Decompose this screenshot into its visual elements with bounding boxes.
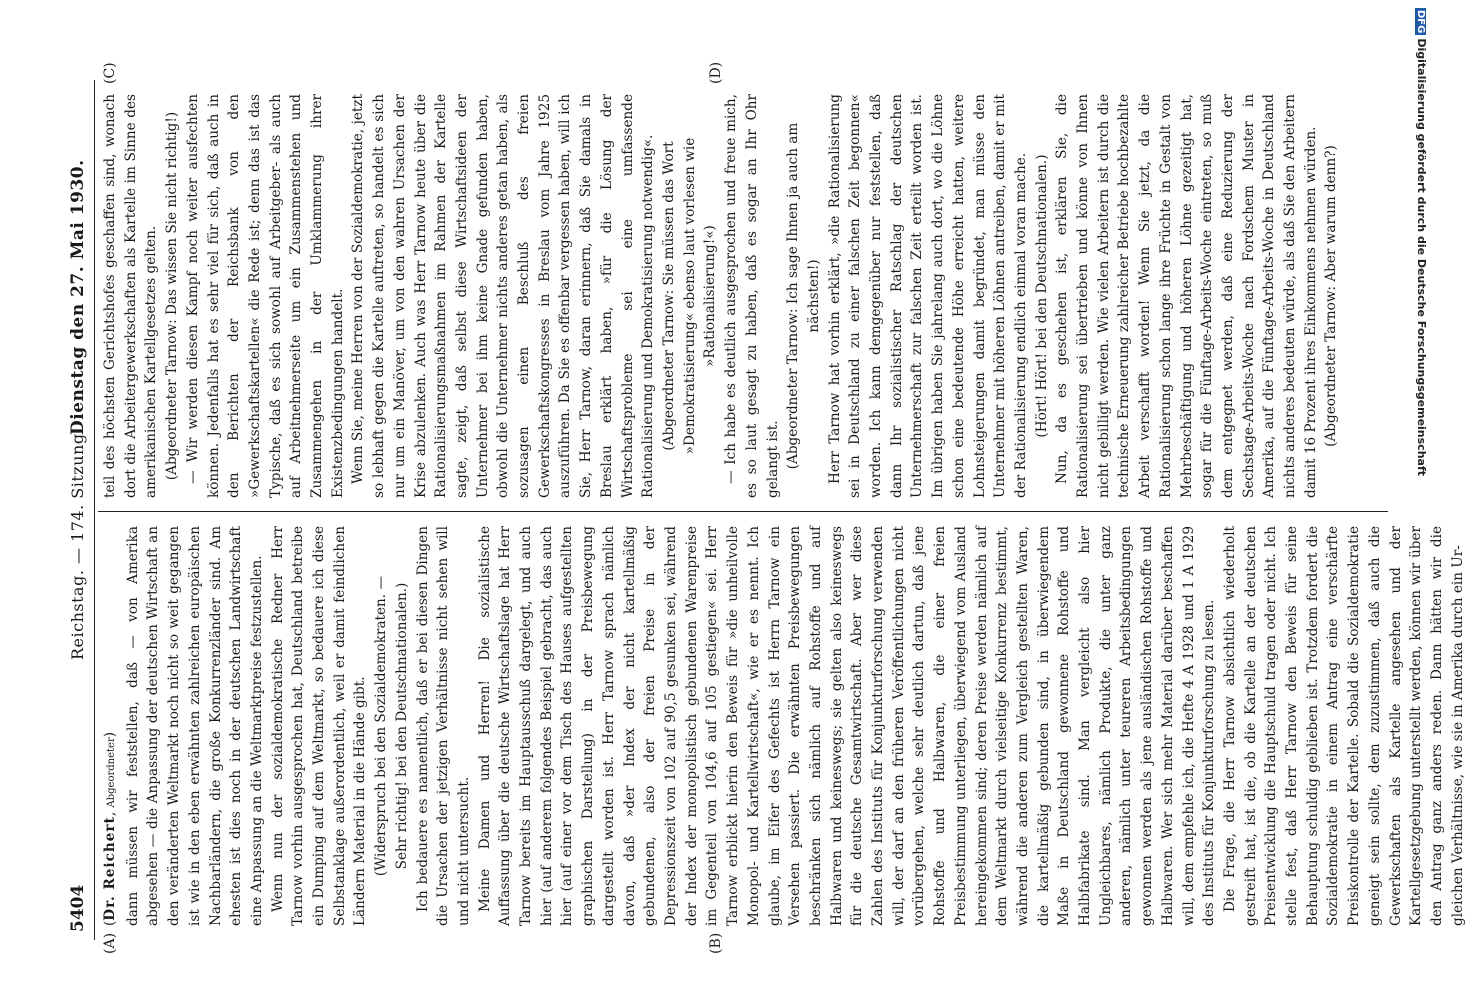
- paragraph: — Ich habe es deutlich ausgesprochen und freue mich, es so laut gesagt zu haben, daß es sogar an Ihr Ohr gelangt ist.: [723, 94, 781, 498]
- paragraph: Nun, da es geschehen ist, erklären Sie, die Rationalisierung sei übertrieben und könne von Ihnen nicht gebilligt werden. Wie vielen Arbeitern ist durch die technische Erneuerung zahlreicher Betriebe hochbezahlte Arbeit verschafft worden! Wenn Sie jetzt, da die Rationalisierung schon lange ihre Früchte in Gestalt von Mehrbeschäftigung und höheren Löhne gezeitigt hat, sogar für die Fünftage-Arbeits-Woche eintreten, so muß dem entgegnet werden, daß eine Reduzierung der Sechstage-Arbeits-Woche nach Fordschem Muster in Amerika, auf die Fünftage-Arbeits-Woche in Deutschland nichts anderes bedeuten würde, als daß Sie den Arbeitern damit 16 Prozent ihres Einkommens nehmen würden.: [1054, 94, 1319, 498]
- interjection: (Hört! Hört! bei den Deutschnationalen.): [1033, 154, 1050, 438]
- column-divider: [98, 511, 1388, 512]
- margin-mark-a: (A): [102, 932, 118, 954]
- paragraph: Wenn Sie, meine Herren von der Sozialdemokratie, jetzt so lebhaft gegen die Kartelle auftreten, so handelt es sich nur um ein Manöver, um von den wahren Ursachen der Krise abzulenken. Auch was Herr Tarnow heute über die Rationalisierungsmaßnahmen im Rahmen der Kartelle sagte, zeigt, daß selbst diese Wirtschaftsideen der Unternehmer bei ihm keine Gnade gefunden haben, obwohl die Unternehmer nichts anderes getan haben, als sozusagen einen Beschluß des freien Gewerkschaftskongresses in Breslau vom Jahre 1925 auszuführen. Da Sie es offenbar vergessen haben, will ich Sie, Herr Tarnow, daran erinnern, daß Sie damals in Breslau erklärt haben, »für die Lösung der Wirtschaftsprobleme sei eine umfassende Rationalisierung und Demokratisierung notwendig«.: [350, 94, 657, 498]
- paragraph: Herr Tarnow hat vorhin erklärt, »die Rationalisierung sei in Deutschland zu einer falschen Zeit begonnen« worden. Ich kann demgegenüber nur feststellen, daß dann Ihr sozialistischer Ratschlag der deutschen Unternehmerschaft zur falschen Zeit erteilt worden ist. Im übrigen haben Sie jahrelang auch dort, wo die Löhne schon eine bedeutende Höhe erreicht hatten, weitere Lohnsteigerungen damit begründet, man müsse den Unternehmer mit höheren Löhnen antreiben, damit er mit der Rationalisierung endlich einmal voran mache.: [826, 94, 1029, 498]
- speaker-line: (Dr. Reichert, Abgeordneter): [102, 731, 118, 926]
- page-header-date: Dienstag den 27. Mai 1930.: [68, 159, 88, 435]
- paragraph: Ich bedauere es namentlich, daß er bei diesen Dingen die Ursachen der jetzigen Verhältnisse nicht sehen will und nicht untersucht.: [414, 526, 472, 926]
- interjection: (Abgeordneter Tarnow: Das wissen Sie nicht richtig!): [164, 111, 181, 481]
- interjection: (Abgeordneter Tarnow: Sie müssen das Wort »Demokratisierung« ebenso laut vorlesen wie »Rationalisierung!«): [660, 137, 719, 455]
- interjection: (Widerspruch bei den Sozialdemokraten. —: [373, 575, 390, 877]
- paragraph: Meine Damen und Herren! Die sozialistische Auffassung über die deutsche Wirtschaftslage hat Herr Tarnow bereits im Hauptausschuß dargelegt, und auch hier (auf anderem folgendes Beispiel gebracht, das auch hier (auf einer vor dem Tisch des Hauses aufgestellten graphischen Darstellung) in der Preisbewegung dargestellt worden ist. Herr Tarnow sprach nämlich davon, daß »der Index der nicht kartellmäßig gebundenen, also der freien Preise in der Depressionszeit von 102 auf 90,5 gesunken sei, während der Index der monopolistisch gebundenen Warenpreise im Gegenteil von 104,6 auf 105 gestiegen« sei. Herr Tarnow erblickt hierin den Beweis für »die unheilvolle Monopol- und Kartellwirtschaft«, wie er es nennt. Ich glaube, im Eifer des Gefechts ist Herrn Tarnow ein Versehen passiert. Die erwähnten Preisbewegungen beschränken sich nämlich auf Rohstoffe und auf Halbwaren und keineswegs; sie gelten also keineswegs für die deutsche Gesamtwirtschaft. Aber wer diese Zahlen des Instituts für Konjunkturforschung verwenden will, der darf an den früheren Veröffentlichungen nicht vorübergehen, welche sehr deutlich dartun, daß jene Rohstoffe und Halbwaren, die einer freien Preisbestimmung unterliegen, überwiegend vom Ausland hereingekommen sind; deren Preise werden nämlich auf dem Weltmarkt durch vielseitige Konkurrenz bestimmt, während die anderen zum Vergleich gestellten Waren, die kartellmäßig gebunden sind, in überwiegendem Maße in Deutschland gewonnene Rohstoffe und Halbfabrikate sind. Man vergleicht also hier Ungleichbares, nämlich Produkte, die unter ganz anderen, nämlich unter teureren Arbeitsbedingungen gewonnen werden als jene ausländischen Rohstoffe und Halbwaren. Wer sich mehr Material darüber beschaffen will, dem empfehle ich, die Hefte 4 A 1928 und 1 A 1929 des Instituts für Konjunkturforschung zu lesen.: [476, 526, 1218, 926]
- interjection: (Abgeordneter Tarnow: Ich sage Ihnen ja auch am nächsten!): [785, 122, 822, 470]
- speaker-role: Abgeordneter: [106, 737, 117, 808]
- page-number: 5404: [68, 884, 88, 932]
- speaker-name: Dr. Reichert: [102, 816, 118, 921]
- paragraph: teil des höchsten Gerichtshofes geschaffen sind, wonach dort die Arbeitergewerkschaften als Kartelle im Sinne des amerikanischen Kartellgesetzes gelten.: [102, 94, 160, 498]
- margin-mark-c: (C): [102, 62, 118, 84]
- paragraph: — Wir werden diesen Kampf noch weiter ausfechten können. Jedenfalls hat es sehr viel für sich, daß auch in den Berichten der Reichsbank von den »Gewerkschaftskartellen« die Rede ist; denn das ist das Typische, daß es sich sowohl auf Arbeitgeber- als auch auf Arbeitnehmerseite um ein Zusammenstehen und Zusammengehen in der Umklammerung ihrer Existenzbedingungen handelt.: [184, 94, 346, 498]
- right-column: [100, 94, 1342, 498]
- left-column: [100, 526, 1468, 926]
- funding-notice: [1415, 8, 1428, 476]
- page-header-title: Reichstag. — 174. Sitzung.: [68, 427, 87, 660]
- margin-mark-d: (D): [708, 61, 724, 84]
- paragraph: dann müssen wir feststellen, daß — von Amerika abgesehen — die Anpassung der deutschen Wirtschaft an den veränderten Weltmarkt noch nicht so weit gegangen ist wie in den eben erwähnten zahlreichen europäischen Nachbarländern, die große Konkurrenzländer sind. Am ehesten ist dies noch in der deutschen Landwirtschaft eine Anpassung an die Weltmarktpreise festzustellen.: [124, 526, 265, 926]
- interjection: (Abgeordneter Tarnow: Aber warum denn?): [1323, 145, 1340, 447]
- interjection: Sehr richtig! bei den Deutschnationalen.): [393, 582, 410, 870]
- dfg-logo: DFG: [1415, 10, 1426, 34]
- header-rule: [94, 80, 95, 940]
- paragraph: Wenn nun der sozialdemokratische Redner Herr Tarnow vorhin ausgesprochen hat, Deutschland betreibe ein Dumping auf dem Weltmarkt, so bedauere ich diese Selbstanklage außerordentlich, weil er damit feindlichen Ländern Material in die Hände gibt.: [269, 526, 369, 926]
- paragraph: Die Frage, die Herr Tarnow absichtlich wiederholt gestreift hat, ist die, ob die Kartelle an der deutschen Preisentwicklung die Hauptschuld tragen oder nicht. Ich stelle fest, daß Herr Tarnow den Beweis für seine Behauptung schuldig geblieben ist. Trotzdem fordert die Sozialdemokratie in einem Antrag eine verschärfte Preiskontrolle der Kartelle. Sobald die Sozialdemokratie geneigt sein sollte, dem zuzustimmen, daß auch die Gewerkschaften als Kartelle angesehen und der Kartellgesetzgebung unterstellt werden, können wir über den Antrag ganz anders reden. Dann hätten wir die gleichen Verhältnisse, wie sie in Amerika durch ein Ur-: [1221, 526, 1466, 926]
- funding-notice-text: Digitalisierung gefördert durch die Deutsche Forschungsgemeinschaft: [1415, 38, 1428, 477]
- margin-mark-b: (B): [708, 932, 724, 954]
